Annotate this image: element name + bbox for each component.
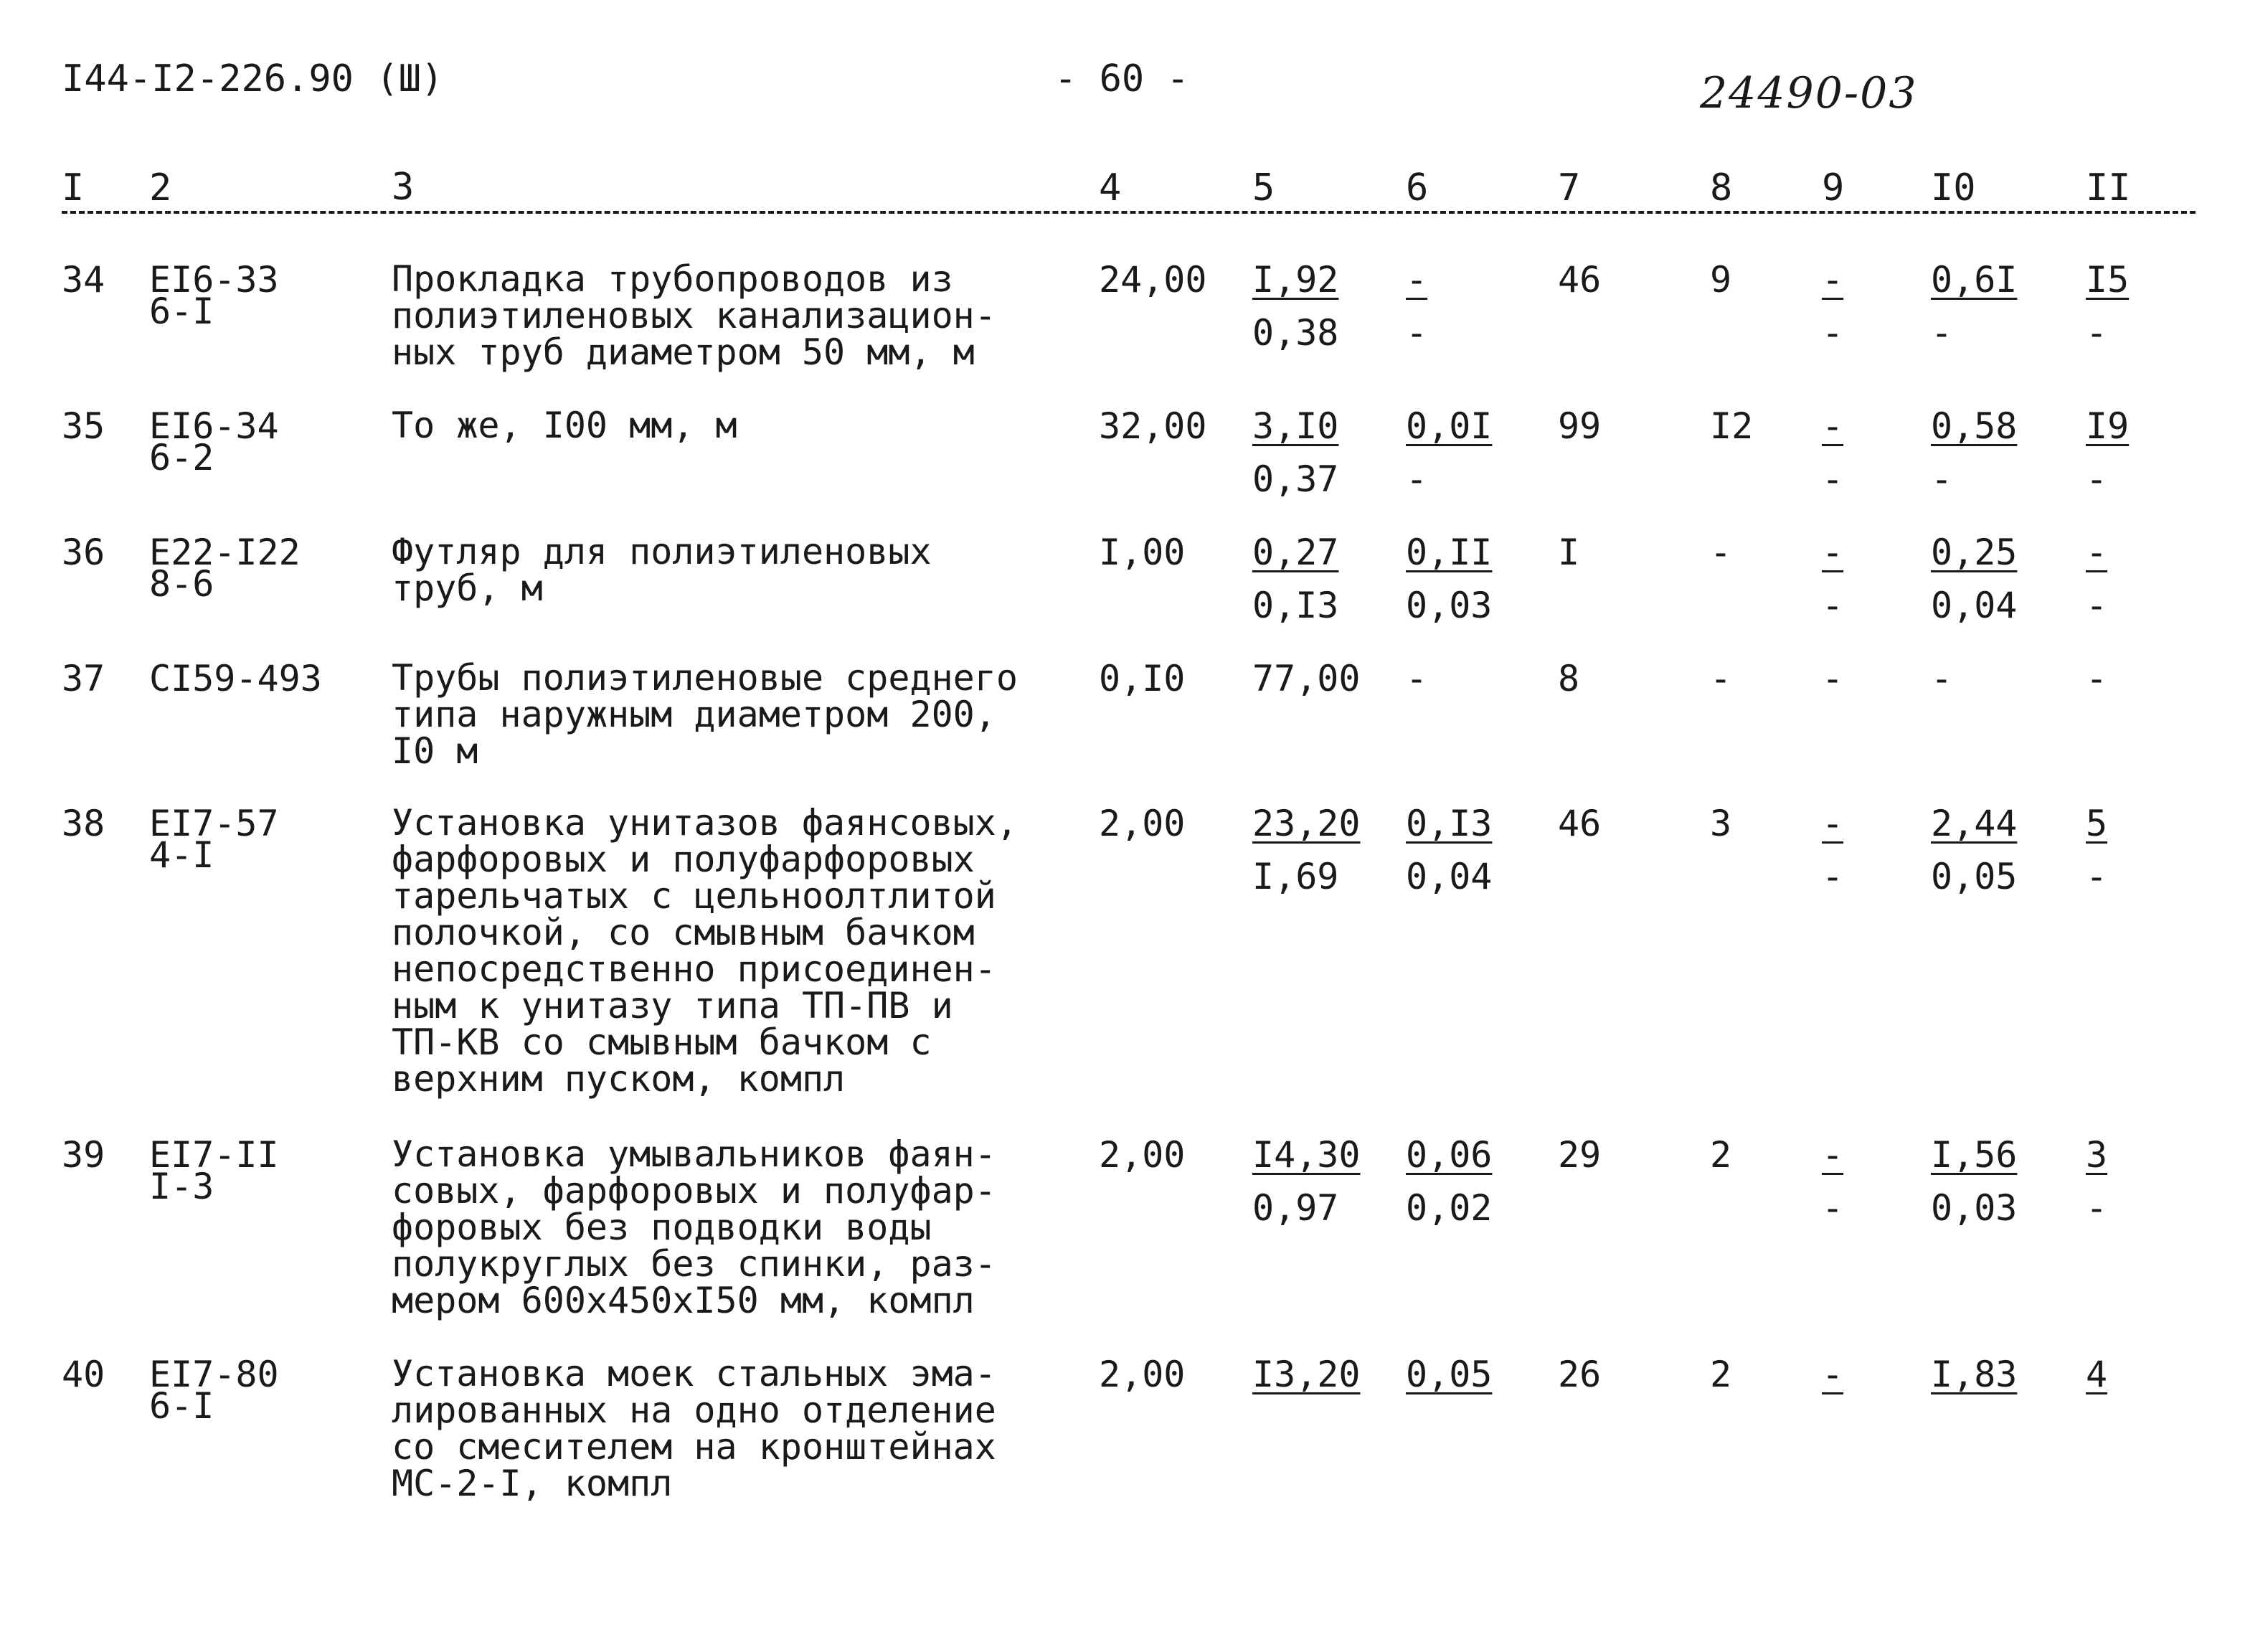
labor-total-sub: - xyxy=(2086,458,2108,500)
labor-total: 4 xyxy=(2086,1354,2108,1395)
rate-code: EI6-33 xyxy=(149,259,279,301)
labor-total-sub: - xyxy=(2086,312,2108,354)
column-header-3: 3 xyxy=(392,166,415,209)
rate-code-subline: 4-I xyxy=(149,834,214,876)
col9-value-sub: - xyxy=(1822,585,1844,626)
cost-value: I3,20 xyxy=(1252,1354,1361,1395)
rate-code: EI6-34 xyxy=(149,405,279,447)
col9-value-sub: - xyxy=(1822,458,1844,500)
row-number: 35 xyxy=(62,405,105,447)
labor-total: I9 xyxy=(2086,405,2130,447)
cost-value-sub: 0,97 xyxy=(1252,1187,1339,1229)
cost-value: 3,I0 xyxy=(1252,405,1339,447)
labor-value-sub: 0,04 xyxy=(1931,585,2018,626)
work-description: Прокладка трубопроводов из полиэтиленовых канализацион- ных труб диаметром 50 мм, м xyxy=(392,258,996,373)
column-header-9: 9 xyxy=(1822,166,1845,209)
machine-value-sub: - xyxy=(1406,458,1428,500)
column-header-11: II xyxy=(2086,166,2131,209)
rate-code: E22-I22 xyxy=(149,532,301,573)
wage-value: - xyxy=(1710,658,1732,699)
work-description: Установка унитазов фаянсовых, фарфоровых и полуфарфоровых тарельчатых с цельноолтлитой полочкой, со смывным бачком непосредственно присоединен- ным к унитазу типа ТП-ПВ и ТП-КВ со смывным бачком с верхним пуском, компл xyxy=(392,802,1018,1100)
rate-code-subline: 6-I xyxy=(149,291,214,332)
labor-value: 0,6I xyxy=(1931,259,2018,301)
col9-value-sub: - xyxy=(1822,1187,1844,1229)
labor-value: 2,44 xyxy=(1931,803,2018,844)
rate-code-subline: 6-2 xyxy=(149,437,214,478)
machine-value: 0,I3 xyxy=(1406,803,1493,844)
cost-value-sub: I,69 xyxy=(1252,856,1339,897)
col9-value: - xyxy=(1822,405,1844,447)
labor-total: 3 xyxy=(2086,1134,2108,1176)
col9-value: - xyxy=(1822,532,1844,573)
rate-code-subline: 6-I xyxy=(149,1385,214,1427)
labor-total: - xyxy=(2086,532,2108,573)
labor-value-sub: - xyxy=(1931,312,1953,354)
column-header-10: I0 xyxy=(1931,166,1976,209)
row-number: 34 xyxy=(62,259,105,301)
work-description: Установка умывальников фаян- совых, фарфоровых и полуфар- форовых без подводки воды полукруглых без спинки, раз- мером 600х450хI50 мм, компл xyxy=(392,1133,996,1321)
rate-code: EI7-80 xyxy=(149,1354,279,1395)
wage-value: 3 xyxy=(1710,803,1732,844)
wage-value: I2 xyxy=(1710,405,1754,447)
column-header-4: 4 xyxy=(1099,166,1122,209)
rate-code: EI7-II xyxy=(149,1134,279,1176)
machine-value-sub: 0,03 xyxy=(1406,585,1493,626)
row-number: 37 xyxy=(62,658,105,699)
column-header-7: 7 xyxy=(1558,166,1581,209)
machine-value: 0,05 xyxy=(1406,1354,1493,1395)
row-number: 39 xyxy=(62,1134,105,1176)
quantity: 2,00 xyxy=(1099,1354,1186,1395)
rate-code-subline: 8-6 xyxy=(149,563,214,605)
rate-code-subline: I-3 xyxy=(149,1166,214,1207)
machine-value: 0,0I xyxy=(1406,405,1493,447)
total-value: 29 xyxy=(1558,1134,1602,1176)
col9-value-sub: - xyxy=(1822,856,1844,897)
column-header-2: 2 xyxy=(149,166,172,209)
machine-value: - xyxy=(1406,259,1428,301)
labor-value-sub: 0,05 xyxy=(1931,856,2018,897)
total-value: I xyxy=(1558,532,1580,573)
cost-value-sub: 0,I3 xyxy=(1252,585,1339,626)
cost-value: 0,27 xyxy=(1252,532,1339,573)
work-description: Установка моек стальных эма- лированных на одно отделение со смесителем на кронштейнах МС-2-I, компл xyxy=(392,1353,996,1504)
work-description: Трубы полиэтиленовые среднего типа наружным диаметром 200, I0 м xyxy=(392,657,1018,772)
cost-value: I4,30 xyxy=(1252,1134,1361,1176)
column-header-8: 8 xyxy=(1710,166,1733,209)
labor-total: - xyxy=(2086,658,2108,699)
machine-value: 0,06 xyxy=(1406,1134,1493,1176)
quantity: 32,00 xyxy=(1099,405,1207,447)
page-number: - 60 - xyxy=(1054,57,1189,100)
labor-value: 0,58 xyxy=(1931,405,2018,447)
machine-value-sub: 0,02 xyxy=(1406,1187,1493,1229)
labor-total-sub: - xyxy=(2086,1187,2108,1229)
registration-number: 24490-03 xyxy=(1700,68,1918,118)
rate-code: CI59-493 xyxy=(149,658,322,699)
labor-value: 0,25 xyxy=(1931,532,2018,573)
col9-value: - xyxy=(1822,1354,1844,1395)
labor-total: 5 xyxy=(2086,803,2108,844)
col9-value-sub: - xyxy=(1822,312,1844,354)
labor-total-sub: - xyxy=(2086,585,2108,626)
machine-value-sub: - xyxy=(1406,312,1428,354)
total-value: 46 xyxy=(1558,259,1602,301)
work-description: То же, I00 мм, м xyxy=(392,405,737,446)
total-value: 99 xyxy=(1558,405,1602,447)
col9-value: - xyxy=(1822,803,1844,844)
col9-value: - xyxy=(1822,658,1844,699)
rate-code: EI7-57 xyxy=(149,803,279,844)
labor-value: I,83 xyxy=(1931,1354,2018,1395)
labor-value: I,56 xyxy=(1931,1134,2018,1176)
document-code: I44-I2-226.90 (Ш) xyxy=(62,57,444,100)
quantity: I,00 xyxy=(1099,532,1186,573)
cost-value-sub: 0,38 xyxy=(1252,312,1339,354)
total-value: 46 xyxy=(1558,803,1602,844)
work-description: Футляр для полиэтиленовых труб, м xyxy=(392,531,932,609)
row-number: 36 xyxy=(62,532,105,573)
wage-value: 2 xyxy=(1710,1354,1732,1395)
labor-value: - xyxy=(1931,658,1953,699)
machine-value: 0,II xyxy=(1406,532,1493,573)
labor-value-sub: 0,03 xyxy=(1931,1187,2018,1229)
cost-value: 77,00 xyxy=(1252,658,1361,699)
machine-value: - xyxy=(1406,658,1428,699)
col9-value: - xyxy=(1822,259,1844,301)
labor-total: I5 xyxy=(2086,259,2130,301)
cost-value-sub: 0,37 xyxy=(1252,458,1339,500)
quantity: 24,00 xyxy=(1099,259,1207,301)
quantity: 0,I0 xyxy=(1099,658,1186,699)
total-value: 8 xyxy=(1558,658,1580,699)
total-value: 26 xyxy=(1558,1354,1602,1395)
column-header-6: 6 xyxy=(1406,166,1429,209)
wage-value: - xyxy=(1710,532,1732,573)
machine-value-sub: 0,04 xyxy=(1406,856,1493,897)
wage-value: 9 xyxy=(1710,259,1732,301)
cost-value: 23,20 xyxy=(1252,803,1361,844)
wage-value: 2 xyxy=(1710,1134,1732,1176)
labor-value-sub: - xyxy=(1931,458,1953,500)
labor-total-sub: - xyxy=(2086,856,2108,897)
quantity: 2,00 xyxy=(1099,1134,1186,1176)
row-number: 40 xyxy=(62,1354,105,1395)
row-number: 38 xyxy=(62,803,105,844)
column-header-5: 5 xyxy=(1252,166,1275,209)
header-divider xyxy=(62,211,2196,214)
cost-value: I,92 xyxy=(1252,259,1339,301)
col9-value: - xyxy=(1822,1134,1844,1176)
column-header-1: I xyxy=(62,166,85,209)
quantity: 2,00 xyxy=(1099,803,1186,844)
